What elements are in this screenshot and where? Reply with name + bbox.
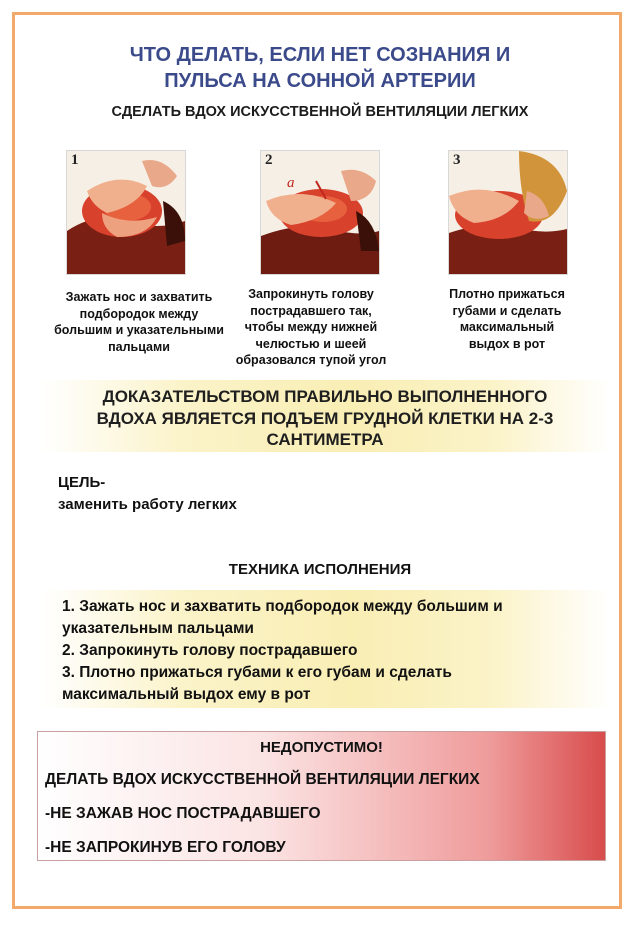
step-2-caption-line: челюстью и шеей xyxy=(255,336,367,351)
warning-title: НЕДОПУСТИМО! xyxy=(260,739,383,756)
step-1-caption-line: Зажать нос и захватить xyxy=(65,290,213,304)
step-1-picture xyxy=(67,151,185,274)
step-1-caption-line: большим и указательными xyxy=(54,323,224,337)
proof-statement xyxy=(40,380,610,452)
step-3-caption-line: выдох в рот xyxy=(468,336,546,351)
step-1-caption-line: пальцами xyxy=(108,339,170,354)
step-3-caption-line: Плотно прижаться xyxy=(449,287,565,301)
technique-line: максимальный выдох ему в рот xyxy=(62,686,311,703)
technique-line: 3. Плотно прижаться губами к его губам и сделать xyxy=(62,664,452,681)
proof-line: ВДОХА ЯВЛЯЕТСЯ ПОДЪЕМ ГРУДНОЙ КЛЕТКИ НА 2-3 xyxy=(96,408,554,428)
step-1-number: 1 xyxy=(71,152,79,168)
step-2-caption-line: чтобы между нижней xyxy=(244,320,378,334)
step-2-caption-line: пострадавшего так, xyxy=(250,303,372,318)
poster-title xyxy=(30,42,610,94)
step-1-caption-line: подбородок между xyxy=(79,306,199,321)
title-line-2: ПУЛЬСА НА СОННОЙ АРТЕРИИ xyxy=(164,70,476,92)
step-2-illustration xyxy=(260,150,380,275)
step-3-caption xyxy=(422,286,592,352)
warning-line: -НЕ ЗАПРОКИНУВ ЕГО ГОЛОВУ xyxy=(45,839,286,856)
title-line-1: ЧТО ДЕЛАТЬ, ЕСЛИ НЕТ СОЗНАНИЯ И xyxy=(129,44,511,66)
step-3-illustration xyxy=(448,150,568,275)
step-2-picture xyxy=(261,151,379,274)
step-2-number: 2 xyxy=(265,152,273,168)
proof-line: ДОКАЗАТЕЛЬСТВОМ ПРАВИЛЬНО ВЫПОЛНЕННОГО xyxy=(102,387,548,406)
step-1-caption xyxy=(44,289,234,355)
goal-label: ЦЕЛЬ- xyxy=(58,474,106,491)
step-3-caption-line: максимальный xyxy=(459,320,555,334)
step-3-number: 3 xyxy=(453,152,461,168)
step-3-picture xyxy=(449,151,567,274)
poster-subtitle: СДЕЛАТЬ ВДОХ ИСКУССТВЕННОЙ ВЕНТИЛЯЦИИ ЛЕГКИХ xyxy=(111,104,529,120)
goal-text: заменить работу легких xyxy=(58,496,237,513)
technique-title: ТЕХНИКА ИСПОЛНЕНИЯ xyxy=(228,561,412,578)
step-2-caption-line: образовался тупой угол xyxy=(235,353,387,367)
warning-line: ДЕЛАТЬ ВДОХ ИСКУССТВЕННОЙ ВЕНТИЛЯЦИИ ЛЕГКИХ xyxy=(45,771,480,788)
proof-line: САНТИМЕТРА xyxy=(266,430,384,449)
step-2-caption xyxy=(226,286,396,369)
step-3-caption-line: губами и сделать xyxy=(452,303,562,318)
technique-line: 2. Запрокинуть голову пострадавшего xyxy=(62,642,358,659)
goal-block xyxy=(58,472,237,516)
technique-line: 1. Зажать нос и захватить подбородок между большим и xyxy=(62,598,503,615)
warning-line: -НЕ ЗАЖАВ НОС ПОСТРАДАВШЕГО xyxy=(45,805,321,822)
step-2-caption-line: Запрокинуть голову xyxy=(248,287,374,301)
technique-line: указательным пальцами xyxy=(62,620,254,637)
warning-box xyxy=(37,731,606,861)
step-1-illustration xyxy=(66,150,186,275)
step-2-badge: а xyxy=(287,175,295,191)
technique-steps xyxy=(40,590,610,708)
